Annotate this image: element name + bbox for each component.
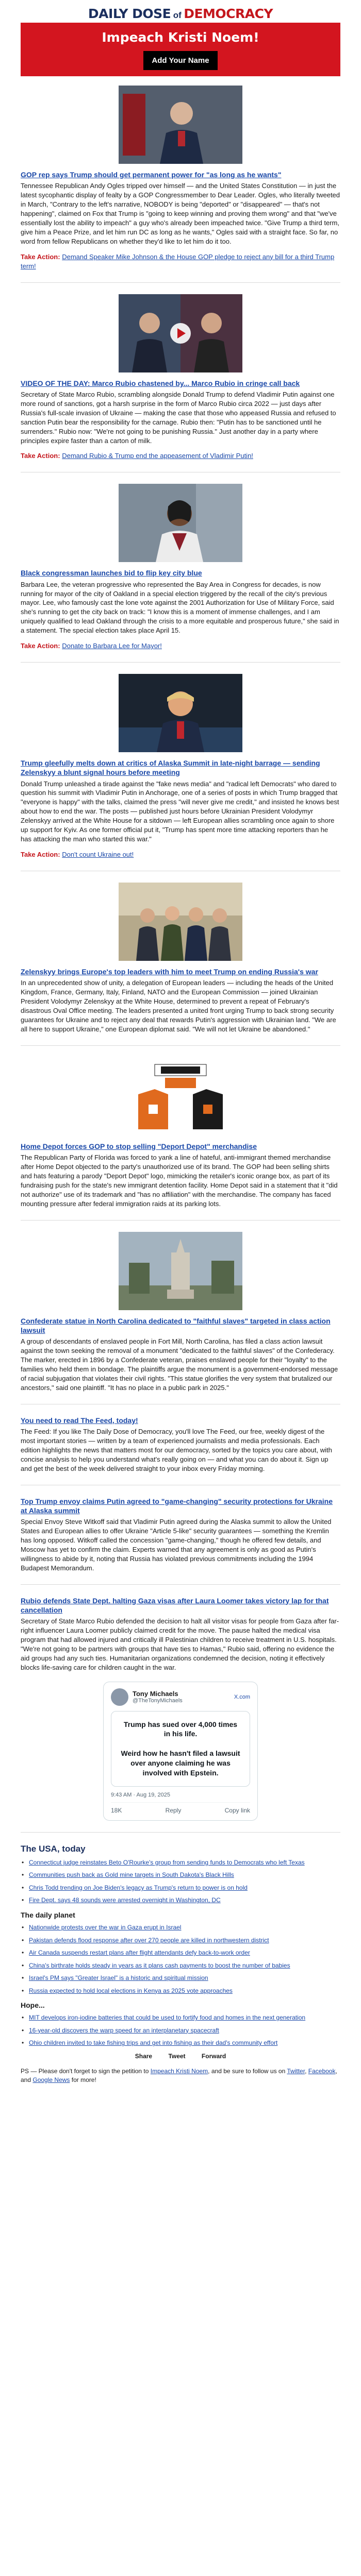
take-action xyxy=(21,252,340,271)
story-photo xyxy=(119,484,242,562)
list-item[interactable]: • MIT develops iron-iodine batteries that could be used to fortify food and homes in the next generation xyxy=(21,2013,340,2022)
ps-mid: , and be sure to follow us on xyxy=(208,2067,286,2075)
story-body: The Feed: If you like The Daily Dose of Democracy, you'll love The Feed, our free, weekly digest of the most important stories — written by a team of experienced journalists and media professionals. Each edition highlights the news that matters most for our democracy, sorted by the topics you care about, with concise analysis to help you understand what's really going on — and what you can do about it. Sign up and get the best of the week delivered straight to your inbox every Friday morning. xyxy=(21,1427,332,1472)
story-body: Donald Trump unleashed a tirade against the "fake news media" and "radical left Democrats" who dared to question his summit with Vladimir Putin in Anchorage, one of a series of posts in which Trump bragged that "everyone is happy" with the talks, claimed the press "will never give me credit," and insisted he knows best about how to end the war. The posts — published just hours before Ukrainian President Volodymyr Zelenskyy arrived at the White House for a sitdown — left European allies scrambling once again to shore up support for Kyiv. As one former official put it, "Trump has spent more time attacking reporters than he has attacking the man who started this war." xyxy=(21,779,339,843)
add-your-name-button[interactable]: Add Your Name xyxy=(143,51,217,70)
story-title[interactable]: Trump gleefully melts down at critics of Alaska Summit in late-night barrage — sending Zelenskyy a blunt signal hours before meeting xyxy=(21,759,320,777)
list-item[interactable]: • Air Canada suspends restart plans after flight attendants defy back-to-work order xyxy=(21,1948,340,1957)
tweet-actions xyxy=(111,1802,250,1814)
avatar xyxy=(111,1688,128,1706)
ps-end: for more! xyxy=(71,2076,96,2083)
list-item[interactable]: • Russia expected to hold local elections in Kenya as 2025 vote approaches xyxy=(21,1987,340,1995)
ps-and: , and xyxy=(21,2067,337,2083)
list-item[interactable]: • Pakistan defends flood response after over 270 people are killed in northwestern district xyxy=(21,1936,340,1945)
logo-democracy: DEMOCRACY xyxy=(184,6,273,21)
divider xyxy=(21,282,340,283)
take-action-link[interactable]: Donate to Barbara Lee for Mayor! xyxy=(62,642,162,650)
story-gaza-visas xyxy=(21,1596,340,1672)
tweet-quote-text: Trump has sued over 4,000 times in his life. Weird how he hasn't filed a lawsuit over anyone claiming he was involved with Epstein. xyxy=(121,1720,240,1777)
divider xyxy=(21,1584,340,1585)
list-item[interactable]: • Israel's PM says "Greater Israel" is a historic and spiritual mission xyxy=(21,1974,340,1982)
story-title[interactable]: Confederate statue in North Carolina dedicated to "faithful slaves" targeted in class action lawsuit xyxy=(21,1316,331,1334)
list-item[interactable]: • Communities push back as Gold mine targets in South Dakota's Black Hills xyxy=(21,1871,340,1879)
take-action-label: Take Action: xyxy=(21,452,60,460)
story-confederate-statue xyxy=(21,1232,340,1393)
tweet-author-handle: @TheTonyMichaels xyxy=(133,1698,183,1704)
twitter-link[interactable]: Twitter xyxy=(287,2067,305,2075)
list-item[interactable]: • Nationwide protests over the war in Gaza erupt in Israel xyxy=(21,1923,340,1932)
section-heading: The daily planet xyxy=(21,1911,75,1920)
story-ogles xyxy=(21,86,340,271)
story-body: The Republican Party of Florida was forced to yank a line of hateful, anti-immigrant themed merchandise after Home Depot objected to the party's unauthorized use of its brand. The GOP had been selling shirts and hats featuring a parody "Deport Depot" logo, mimicking the retailer's iconic orange box, as part of its fundraising push for the state's new immigrant detention facility. Home Depot said in a statement that it "did not authorize" use of its trademark and "has no affiliation" with the merchandise. The company has faced mounting pressure after federal immigration raids at its parking lots. xyxy=(21,1154,338,1208)
tweet-timestamp: 9:43 AM · Aug 19, 2025 xyxy=(111,1791,170,1798)
video-thumbnail[interactable] xyxy=(119,294,242,372)
logo-daily-dose: DAILY DOSE xyxy=(88,6,171,21)
story-body: Secretary of State Marco Rubio, scrambling alongside Donald Trump to defend Vladimir Putin against one more round of sanctions, got a harsh surprise in the form of Marco Rubio circa 2022 — just days after Russia's full-scale invasion of Ukraine — making the case that those who appeased Russia and refused to sanction Putin bear the responsibility for the carnage. Rubio then: "Putin has to be sanctioned until he surrenders." Rubio now: "We're not going to be punishing Russia." Just another day in a party where principles expire faster than a carton of milk. xyxy=(21,390,336,445)
story-body: Tennessee Republican Andy Ogles tripped over himself — and the United States Constitution — in just the latest sycophantic display of fealty by a GOP Congressmember to Dear Leader. Ogles, who literally tweeted in March, "Contrary to the left's narrative, NOBODY is being "deported" or "disappeared" — that's not happening", claimed on Fox that Trump is "going to keep winning and proving them wrong" and that "we've essentially lost the ability to impeach" a guy who's already been impeached twice. "Give Trump a third term, give him a Peace Prize, and let him run DC as long as he wants," Ogles said with a straight face. So far, no word from fellow Republicans on whether they'd like to let him do it too. xyxy=(21,182,340,245)
take-action-label: Take Action: xyxy=(21,851,60,859)
list-item[interactable]: • 16-year-old discovers the warp speed for an interplanetary spacecraft xyxy=(21,2026,340,2035)
story-the-feed xyxy=(21,1416,340,1473)
forward-button[interactable]: Forward xyxy=(201,2052,226,2060)
story-title[interactable]: Home Depot forces GOP to stop selling "Deport Depot" merchandise xyxy=(21,1142,257,1150)
story-barbara-lee xyxy=(21,484,340,651)
story-title[interactable]: VIDEO OF THE DAY: Marco Rubio chastened by... Marco Rubio in cringe call back xyxy=(21,379,300,387)
divider xyxy=(21,1832,340,1833)
tweet-embed-wrap xyxy=(21,1682,340,1821)
take-action-link[interactable]: Demand Rubio & Trump end the appeasement of Vladimir Putin! xyxy=(62,452,253,460)
facebook-link[interactable]: Facebook xyxy=(308,2067,336,2075)
story-title[interactable]: You need to read The Feed, today! xyxy=(21,1416,138,1425)
usa-today-list xyxy=(21,1858,340,1905)
take-action-link[interactable]: Demand Speaker Mike Johnson & the House GOP pledge to reject any bill for a third Trump term! xyxy=(21,252,335,270)
daily-planet-list xyxy=(21,1923,340,1995)
impeach-petition-link[interactable]: Impeach Kristi Noem xyxy=(150,2067,208,2075)
story-witkoff xyxy=(21,1497,340,1573)
tweet-embed[interactable] xyxy=(103,1682,258,1821)
divider xyxy=(21,1045,340,1046)
tweet-quote-card xyxy=(111,1711,250,1787)
story-photo xyxy=(119,674,242,752)
story-home-depot xyxy=(21,1057,340,1209)
story-body: A group of descendants of enslaved people in Fort Mill, North Carolina, has filed a class action lawsuit against the town seeking the removal of a monument "dedicated to the faithful slaves" of the Confederacy. The marker, erected in 1896 by a Confederate veteran, praises enslaved people for their "loyalty" to the families who held them in bondage. The plaintiffs argue the monument is a government-endorsed message of racial subjugation that violates their civil rights. "This statue glorifies the very system that brutalized our ancestors," said one plaintiff. "It has no place in a public park in 2025." xyxy=(21,1337,338,1392)
tweet-header xyxy=(111,1688,250,1706)
logo-of: of xyxy=(173,10,182,20)
tweet-button[interactable]: Tweet xyxy=(168,2052,186,2060)
masthead-logo[interactable] xyxy=(0,0,361,23)
like-count[interactable]: 18K xyxy=(111,1806,122,1814)
story-zelenskyy-europe xyxy=(21,883,340,1034)
section-heading: The USA, today xyxy=(21,1843,86,1854)
story-body: Barbara Lee, the veteran progressive who represented the Bay Area in Congress for decades, is now running for mayor of the city of Oakland in a special election triggered by the recall of the city's previous mayor. Lee, who famously cast the lone vote against the 2001 Authorization for Use of Military Force, said she's running to get the city back on track: "I know this is a moment of immense challenges, and I am uniquely qualified to lead Oakland through the crisis to a more equitable and prosperous future," she said in a statement. The special election takes place April 15. xyxy=(21,580,339,635)
share-button[interactable]: Share xyxy=(135,2052,153,2060)
take-action xyxy=(21,850,340,859)
hope-list xyxy=(21,2013,340,2047)
take-action xyxy=(21,451,340,461)
story-photo xyxy=(119,1057,242,1136)
reply-button[interactable]: Reply xyxy=(165,1806,182,1814)
story-rubio-video xyxy=(21,294,340,461)
list-item[interactable]: • China's birthrate holds steady in years as it plans cash payments to boost the number of babies xyxy=(21,1961,340,1970)
story-trump-meltdown xyxy=(21,674,340,859)
section-hope xyxy=(21,2001,340,2047)
section-usa-today xyxy=(21,1844,340,1905)
tweet-author-name: Tony Michaels xyxy=(133,1690,178,1698)
story-title[interactable]: Top Trump envoy claims Putin agreed to "game-changing" security protections for Ukraine at Alaska summit xyxy=(21,1497,333,1515)
google-news-link[interactable]: Google News xyxy=(32,2076,70,2083)
x-logo-link[interactable]: X.com xyxy=(234,1693,250,1700)
story-photo xyxy=(119,883,242,961)
list-item[interactable]: • Connecticut judge reinstates Beto O'Rourke's group from sending funds to Democrats who left Texas xyxy=(21,1858,340,1867)
list-item[interactable]: • Chris Todd trending on Joe Biden's legacy as Trump's return to power is on hold xyxy=(21,1884,340,1892)
story-body: In an unprecedented show of unity, a delegation of European leaders — including the heads of the United Kingdom, France, Germany, Italy, Finland, NATO and the European Commission — joined Ukrainian President Volodymyr Zelenskyy at the White House, determined to prevent a repeat of February's disastrous Oval Office meeting. The leaders presented a united front urging Trump to back strong security guarantees for Ukraine and to reject any deal that rewards Putin's aggression with Ukrainian land. "We are all here to support Ukraine," one European diplomat said. "We will not let Ukraine be abandoned." xyxy=(21,979,336,1033)
take-action-link[interactable]: Don't count Ukraine out! xyxy=(62,851,134,859)
ps-prefix: PS — Please don't forget to sign the petition to xyxy=(21,2067,149,2075)
hero-banner xyxy=(21,23,340,76)
story-photo xyxy=(119,1232,242,1310)
postscript xyxy=(21,2067,340,2084)
ps-sep: , xyxy=(305,2067,307,2075)
section-daily-planet xyxy=(21,1911,340,1995)
share-bar xyxy=(21,2053,340,2060)
copy-link-button[interactable]: Copy link xyxy=(224,1806,250,1814)
story-title[interactable]: Black congressman launches bid to flip key city blue xyxy=(21,569,202,578)
divider xyxy=(21,1220,340,1221)
story-title[interactable]: GOP rep says Trump should get permanent power for "as long as he wants" xyxy=(21,171,282,179)
take-action-label: Take Action: xyxy=(21,252,60,261)
story-title[interactable]: Zelenskyy brings Europe's top leaders with him to meet Trump on ending Russia's war xyxy=(21,968,318,976)
story-title[interactable]: Rubio defends State Dept. halting Gaza visas after Laura Loomer takes victory lap for that cancellation xyxy=(21,1596,329,1614)
story-body: Special Envoy Steve Witkoff said that Vladimir Putin agreed during the Alaska summit to allow the United States and European allies to offer Ukraine "Article 5-like" security guarantees — something the Kremlin has long opposed. Witkoff called the concession "game-changing," though he offered few details, and Moscow has yet to confirm the claim. Experts warned that any agreement is only as good as Putin's willingness to abide by it, noting that Russia has violated previous commitments including the 1994 Budapest Memorandum. xyxy=(21,1517,332,1572)
story-photo xyxy=(119,86,242,164)
story-body: Secretary of State Marco Rubio defended the decision to halt all visitor visas for people from Gaza after far-right influencer Laura Loomer publicly claimed credit for the move. The pause halted the medical visa program that had allowed injured and critically ill Palestinian children to receive treatment in U.S. hospitals. "We're not going to be partners with groups that have ties to Hamas," Rubio said, offering no evidence the aid groups had any such ties. Humanitarian organizations condemned the decision, noting it effectively blocks life-saving care for children caught in the war. xyxy=(21,1617,339,1671)
section-heading: Hope... xyxy=(21,2001,45,2010)
hero-title: Impeach Kristi Noem! xyxy=(102,30,259,45)
divider xyxy=(21,662,340,663)
list-item[interactable]: • Ohio children invited to take fishing trips and get into fishing as their dad's community effort xyxy=(21,2039,340,2047)
list-item[interactable]: • Fire Dept. says 48 sounds were arrested overnight in Washington, DC xyxy=(21,1896,340,1905)
take-action-label: Take Action: xyxy=(21,642,60,650)
take-action xyxy=(21,641,340,651)
